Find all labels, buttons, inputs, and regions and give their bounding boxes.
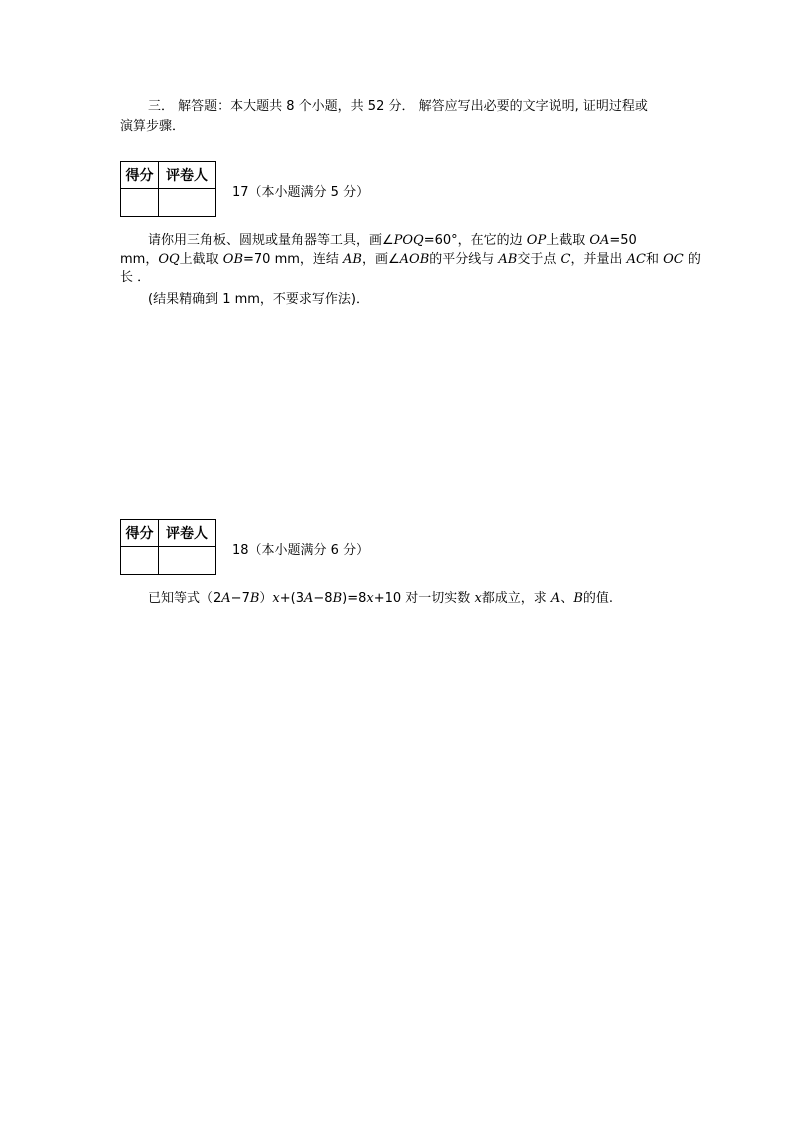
section-header-line1: 三． 解答题：本大题共 8 个小题，共 52 分． 解答应写出必要的文字说明, 证明过程或 [148,99,648,114]
score-cell[interactable] [121,189,159,217]
q17-title: 17（本小题满分 5 分） [232,185,370,200]
section-header-line2: 演算步骤． [120,119,186,134]
score-cell[interactable] [121,547,159,575]
score-box-q17 [120,161,216,217]
grader-label: 评卷人 [159,162,216,189]
q18-title: 18（本小题满分 6 分） [232,543,370,558]
score-box-q18 [120,519,216,575]
score-label: 得分 [121,520,159,547]
grader-label: 评卷人 [159,520,216,547]
grader-cell[interactable] [159,189,216,217]
q17-line1: 请你用三角板、圆规或量角器等工具，画∠POQ=60°，在它的边 OP上截取 OA=50 [148,233,637,248]
q17-note: (结果精确到 1 mm，不要求写作法)． [148,292,370,307]
score-label: 得分 [121,162,159,189]
grader-cell[interactable] [159,547,216,575]
q17-line2: mm，OQ上截取 OB=70 mm，连结 AB，画∠AOB的平分线与 AB交于点 C，并量出 AC和 OC 的 [120,252,701,267]
q17-line3: 长 ． [120,270,151,285]
q18-text: 已知等式（2A−7B）x+(3A−8B)=8x+10 对一切实数 x都成立，求 A、B的值. [148,591,614,606]
